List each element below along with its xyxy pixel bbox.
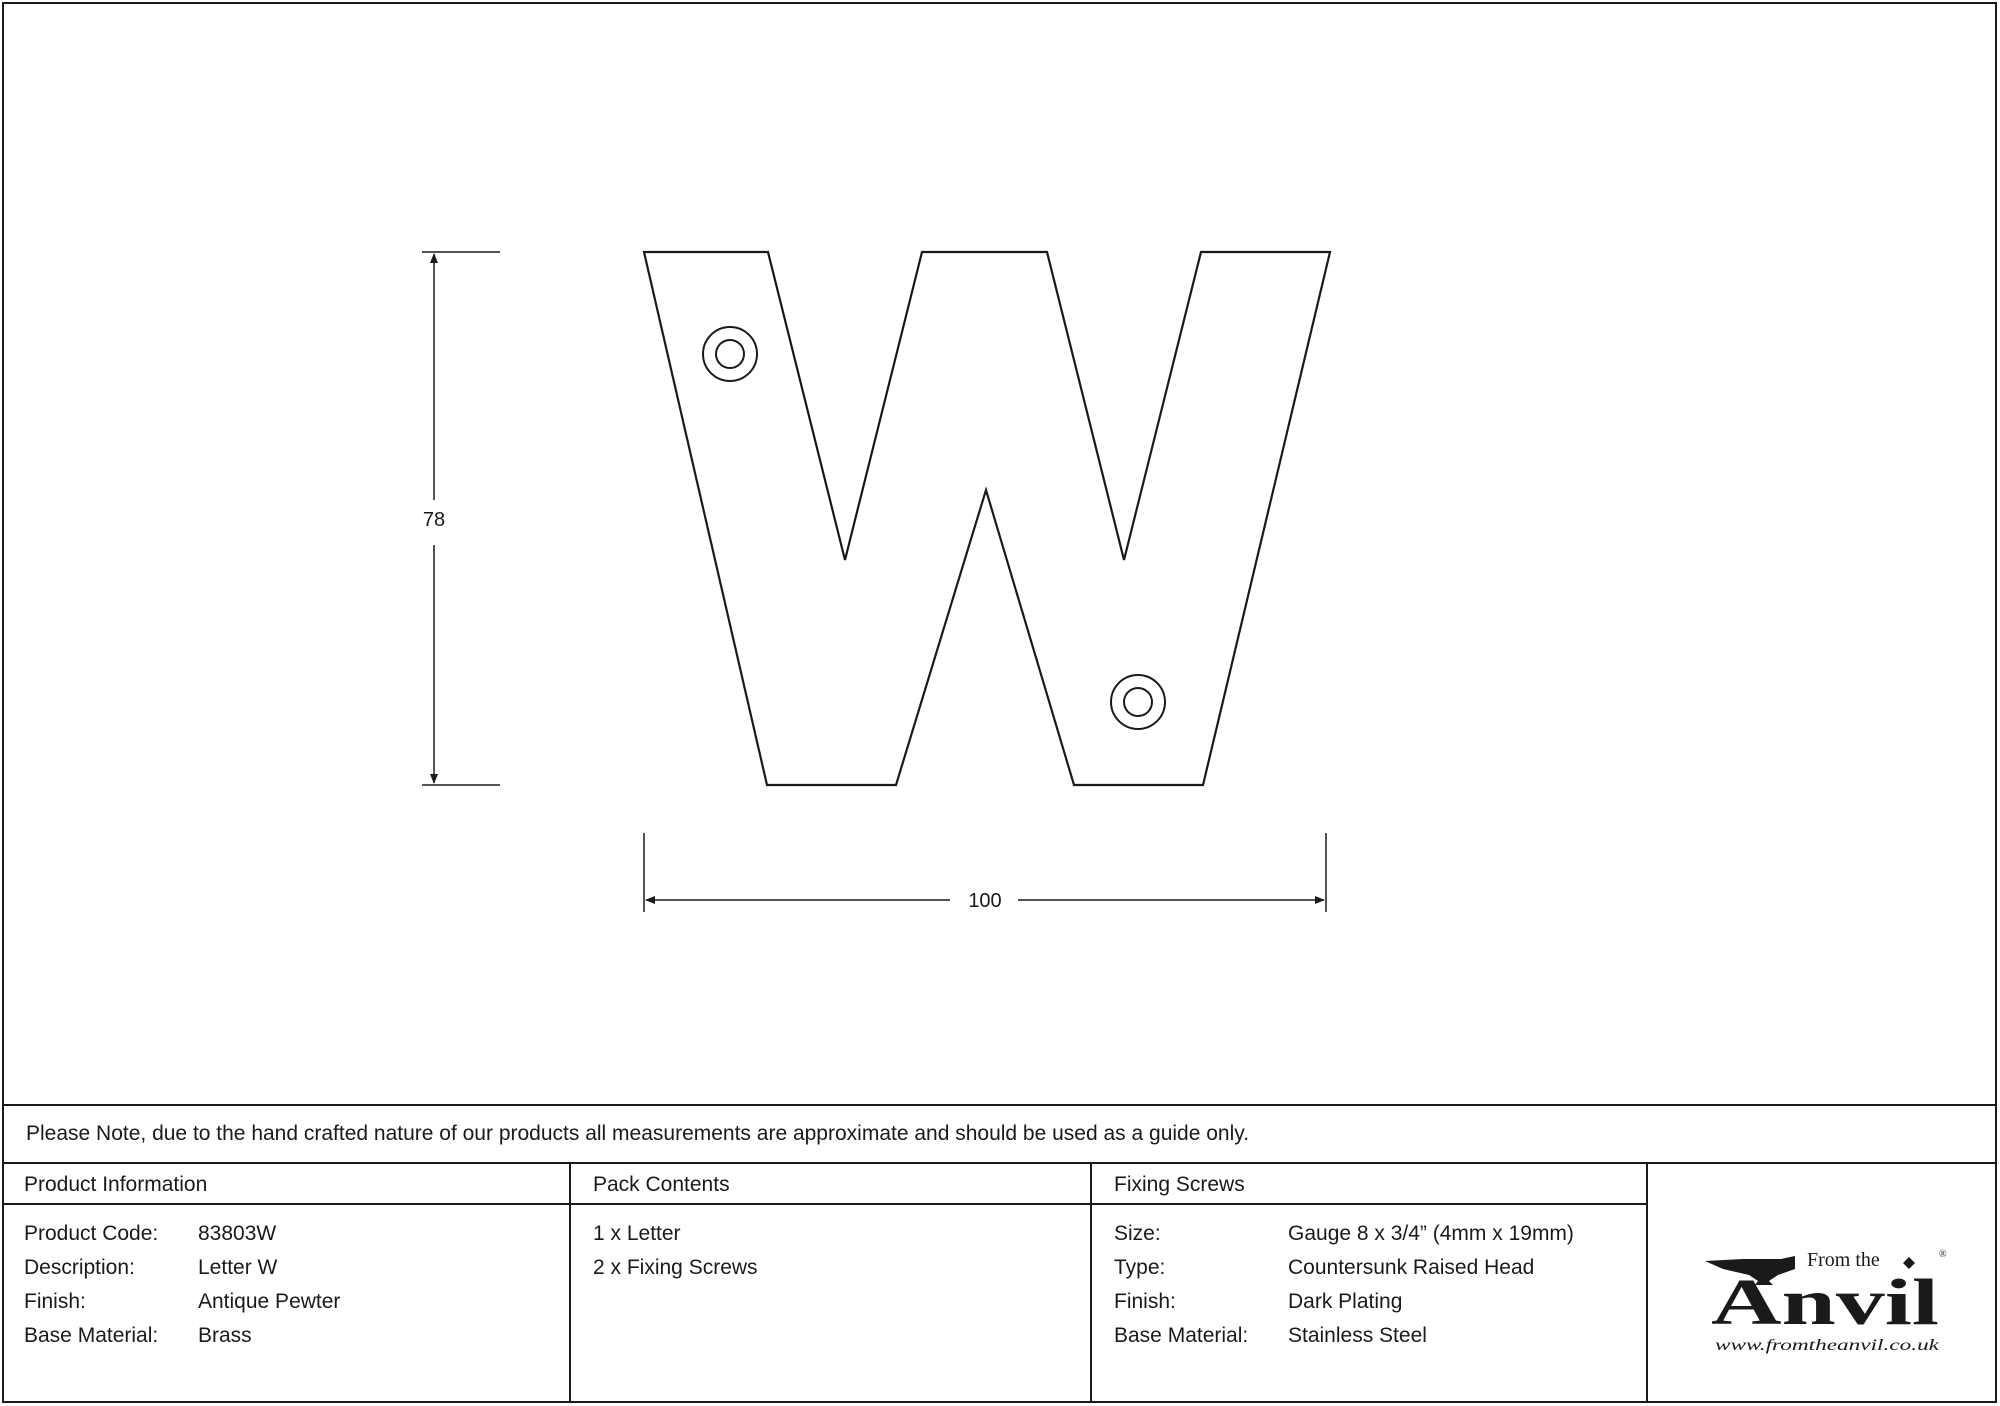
spec-label: Type: [1114,1256,1166,1279]
screw-hole-top-left [703,327,757,381]
spec-row [24,1290,559,1324]
spec-label: Description: [24,1256,135,1279]
pack-contents-heading: Pack Contents [593,1173,730,1196]
spec-label: Base Material: [24,1324,159,1347]
product-information-panel [2,1164,571,1403]
spec-value: Brass [198,1324,252,1347]
spec-value: Countersunk Raised Head [1288,1256,1535,1279]
spec-label: Size: [1114,1222,1161,1245]
measurement-note: Please Note, due to the hand crafted nature of our products all measurements are approximate and should be used as a guide only. [26,1122,1250,1145]
height-dimension-label: 78 [422,509,446,531]
logo-panel [1648,1164,1997,1403]
spec-value: Letter W [198,1256,278,1279]
logo-url: www.fromtheanvil.co.uk [1715,1337,1941,1354]
spec-value: 83803W [198,1222,277,1245]
logo-from-the: From the [1807,1249,1880,1271]
width-dimension-label: 100 [968,890,1002,912]
fixing-screws-panel [1092,1164,1648,1403]
spec-value: Antique Pewter [198,1290,341,1313]
spec-label: Base Material: [1114,1324,1249,1347]
spec-row [24,1222,559,1256]
pack-item: 1 x Letter [593,1222,681,1245]
spec-value: Stainless Steel [1288,1324,1427,1347]
spec-row [1114,1256,1636,1290]
logo-brand: Anvil [1711,1266,1939,1339]
spec-row [1114,1290,1636,1324]
spec-label: Product Code: [24,1222,159,1245]
spec-value: Gauge 8 x 3/4” (4mm x 19mm) [1288,1222,1574,1245]
spec-row [24,1256,559,1290]
product-information-heading: Product Information [24,1173,208,1196]
logo-registered: ® [1939,1249,1947,1260]
width-dimension [644,833,1326,912]
spec-label: Finish: [24,1290,86,1313]
pack-contents-panel [571,1164,1092,1403]
spec-row [1114,1222,1636,1256]
fixing-screws-heading: Fixing Screws [1114,1173,1245,1196]
note-row [2,1104,1997,1164]
pack-item: 2 x Fixing Screws [593,1256,758,1279]
spec-row [1114,1324,1636,1358]
spec-row [24,1324,559,1358]
height-dimension [422,252,500,785]
spec-value: Dark Plating [1288,1290,1403,1313]
spec-label: Finish: [1114,1290,1176,1313]
from-the-anvil-logo [1703,1219,1953,1359]
screw-hole-bottom-right [1111,675,1165,729]
